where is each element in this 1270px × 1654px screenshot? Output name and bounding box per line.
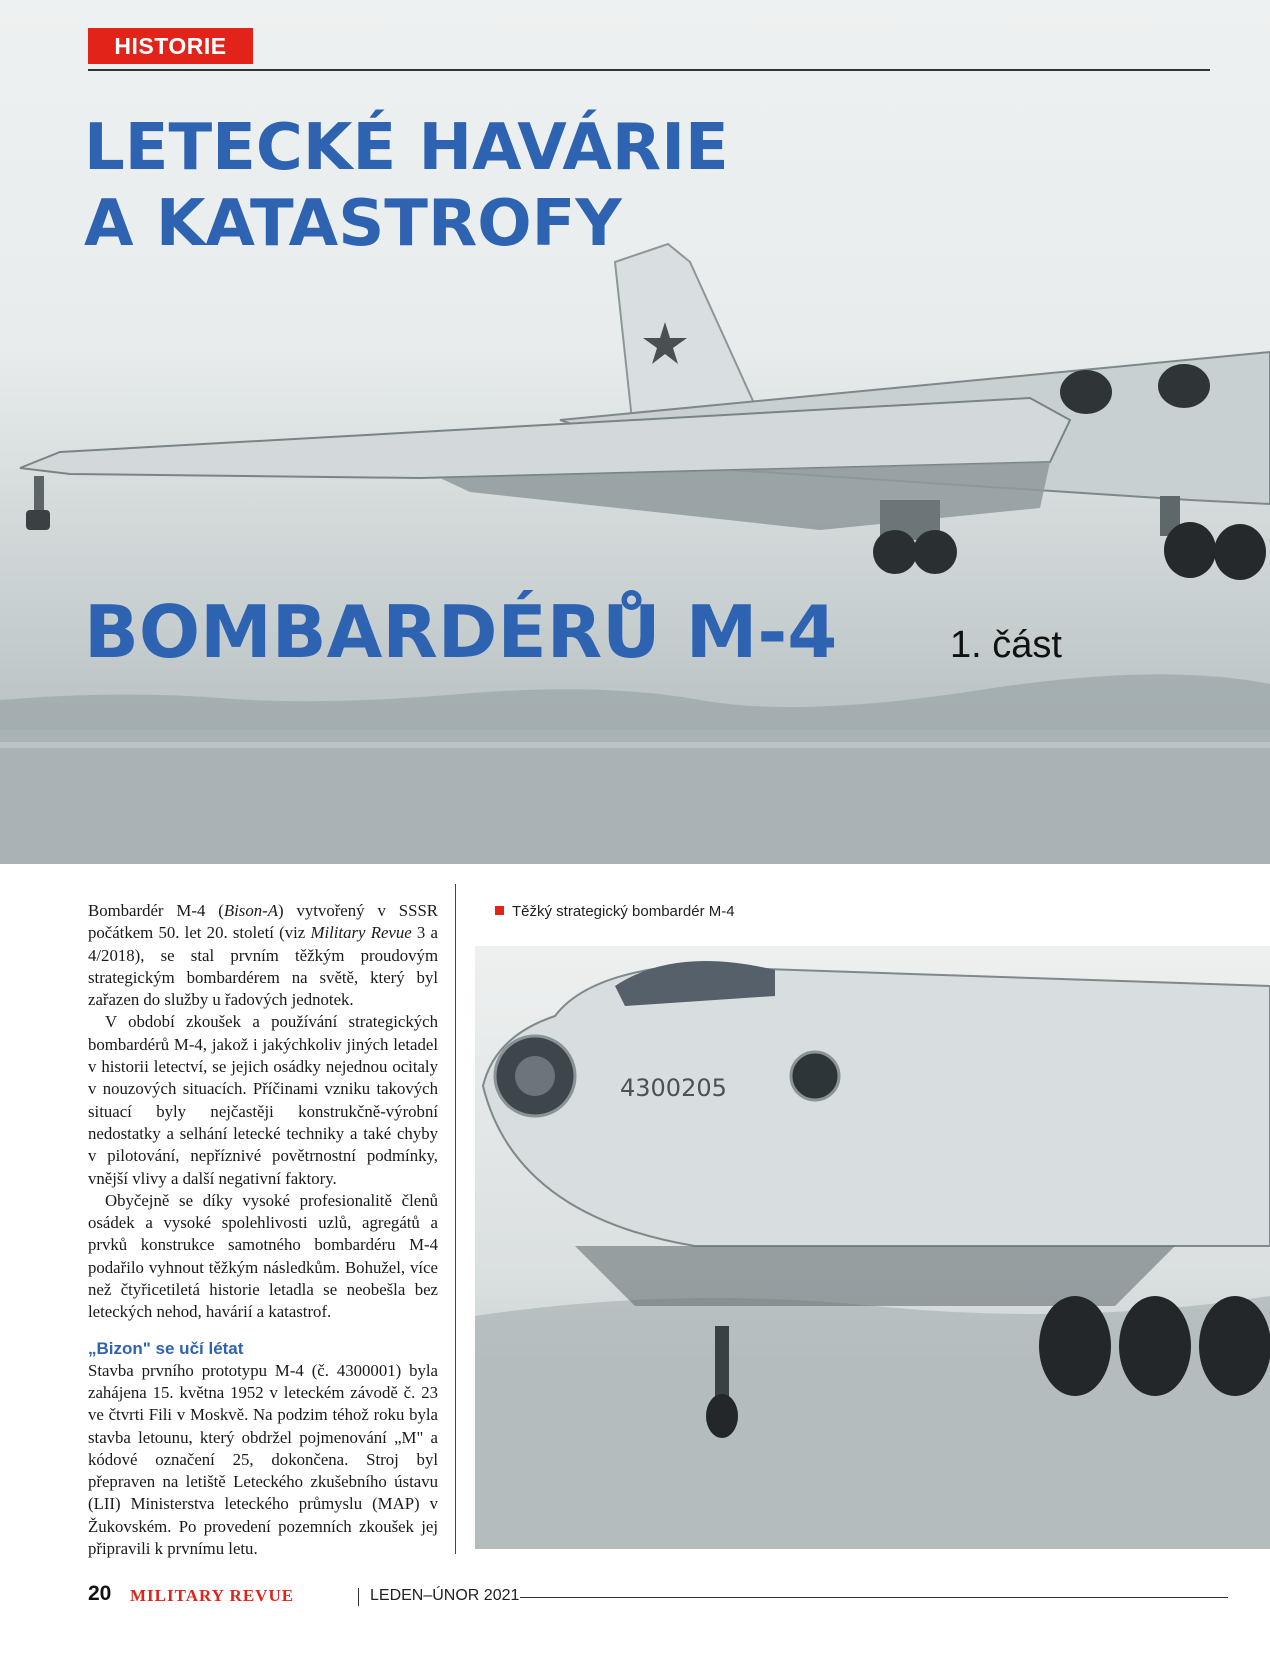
footer-rule: [520, 1597, 1228, 1598]
footer-separator: [358, 1588, 359, 1606]
subheading: „Bizon" se učí létat: [88, 1338, 244, 1358]
article-title-line-3: BOMBARDÉRŮ M-4: [84, 590, 838, 674]
bomber-ground-photo: [475, 946, 1270, 1549]
paragraph-2: V období zkoušek a používání strategických bombardérů M-4, jakož i jakýchkoliv jiných letadel v historii letectví, se jejich osádky nejednou ocitaly v nouzových situacích. Příčinami vzniku takových situací byly nejčastěji konstrukčně-výrobní nedostatky a selhání letecké techniky a také chyby v pilotování, nepříznivé povětrnostní podmínky, vnější vlivy a další negativní faktory.: [88, 1012, 438, 1188]
paragraph-4: Stavba prvního prototypu M-4 (č. 4300001) byla zahájena 15. května 1952 v leteckém závodě č. 23 ve čtvrti Fili v Moskvě. Na podzim téhož roku byla stavba letounu, který obdržel pojmenování „M" a kódové označení 25, dokončena. Stroj byl přepraven na letiště Leteckého zkušebního ústavu (LII) Ministerstva leteckého průmyslu (MAP) v Žukovském. Po provedení pozemních zkoušek jej připravili k prvnímu letu.: [88, 1360, 438, 1559]
issue-date: LEDEN–ÚNOR 2021: [370, 1587, 520, 1604]
page-footer: [88, 1580, 1228, 1614]
photo-caption: Těžký strategický bombardér M-4: [495, 903, 735, 920]
article-body: [88, 900, 438, 1560]
article-title-line-2: A KATASTROFY: [84, 187, 622, 261]
paragraph-1: Bombardér M-4 (Bison-A) vytvořený v SSSR počátkem 50. let 20. století (viz Military Revue 3 a 4/2018), se stal prvním těžkým proudovým strategickým bombardérem na světě, který byl zařazen do služby u řadových jednotek.: [88, 901, 438, 1010]
article-title-line-1: LETECKÉ HAVÁRIE: [84, 111, 729, 185]
paragraph-3: Obyčejně se díky vysoké profesionalitě členů osádek a vysoké spolehlivosti uzlů, agregátů a prvků konstrukce samotného bombardéru M-4 podařilo vyhnout těžkým následkům. Bohužel, více než čtyřicetiletá historie letadla se neobešla bez leteckých nehod, havárií a katastrof.: [88, 1190, 438, 1322]
column-divider: [455, 884, 456, 1554]
page-number: 20: [88, 1582, 112, 1605]
magazine-reference: Military Revue: [310, 923, 412, 943]
magazine-name: MILITARY REVUE: [130, 1586, 295, 1605]
part-label: 1. část: [950, 624, 1062, 666]
caption-bullet-icon: [495, 906, 504, 915]
header-rule: [88, 69, 1210, 71]
aircraft-code: Bison-A: [223, 901, 278, 920]
bomber-nose-illustration: [475, 946, 1270, 1549]
aircraft-tail-number: 4300205: [620, 1074, 727, 1102]
section-tag: HISTORIE: [88, 28, 253, 64]
